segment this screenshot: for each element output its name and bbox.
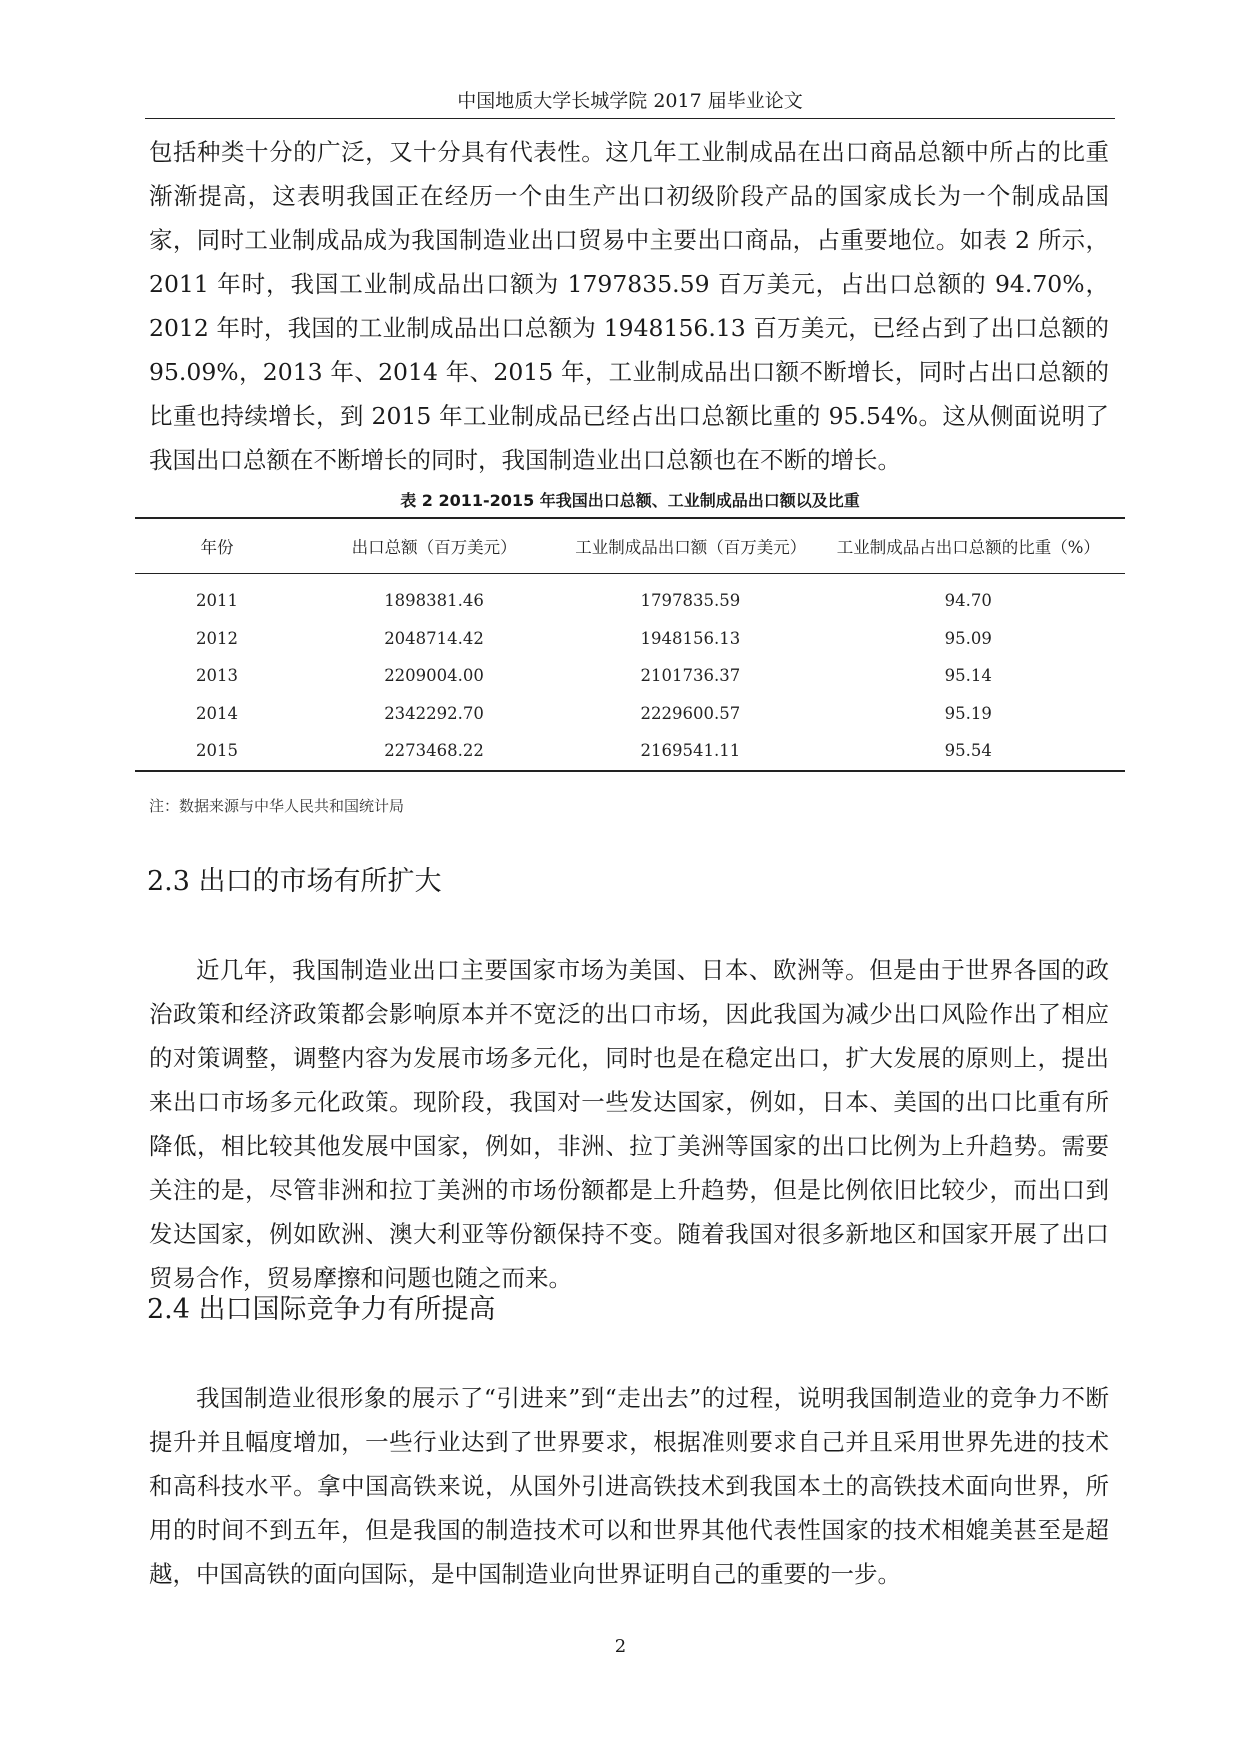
table-cell-year: 2015 xyxy=(195,741,238,761)
page-number: 2 xyxy=(614,1636,627,1657)
table-header-year: 年份 xyxy=(200,538,234,557)
table-row xyxy=(135,732,1125,771)
table-cell-total: 1898381.46 xyxy=(384,591,484,611)
table-cell-share: 94.70 xyxy=(944,591,992,611)
table-cell-manufactured: 1948156.13 xyxy=(640,628,741,648)
body-paragraph-2: 近几年，我国制造业出口主要国家市场为美国、日本、欧洲等。但是由于世界各国的政治政策和经济政策都会影响原本并不宽泛的出口市场，因此我国为减少出口风险作出了相应的对策调整，调整内容为发展市场多元化，同时也是在稳定出口，扩大发展的原则上，提出来出口市场多元化政策。现阶段，我国对一些发达国家，例如，日本、美国的出口比重有所降低，相比较其他发展中国家，例如，非洲、拉丁美洲等国家的出口比例为上升趋势。需要关注的是，尽管非洲和拉丁美洲的市场份额都是上升趋势，但是比例依旧比较少，而出口到发达国家，例如欧洲、澳大利亚等份额保持不变。随着我国对很多新地区和国家开展了出口贸易合作，贸易摩擦和问题也随之而来。 xyxy=(149,956,1109,1292)
table-cell-total: 2209004.00 xyxy=(384,666,484,686)
table-cell-manufactured: 2101736.37 xyxy=(640,666,741,686)
section-heading-2-3: 2.3 出口的市场有所扩大 xyxy=(147,866,442,897)
table-cell-year: 2013 xyxy=(195,666,238,686)
body-paragraph-1: 包括种类十分的广泛，又十分具有代表性。这几年工业制成品在出口商品总额中所占的比重渐渐提高，这表明我国正在经历一个由生产出口初级阶段产品的国家成长为一个制成品国家，同时工业制成品成为我国制造业出口贸易中主要出口商品，占重要地位。如表 2 所示，2011 年时，我国工业制成品出口额为 1797835.59 百万美元，占出口总额的 94.70%，2012 年时，我国的工业制成品出口总额为 1948156.13 百万美元，已经占到了出口总额的 95.09%，2013 年、2014 年、2015 年，工业制成品出口额不断增长，同时占出口总额的比重也持续增长，到 2015 年工业制成品已经占出口总额比重的 95.54%。这从侧面说明了我国出口总额在不断增长的同时，我国制造业出口总额也在不断的增长。 xyxy=(149,138,1109,474)
table-cell-year: 2014 xyxy=(195,703,238,723)
table-caption: 表 2 2011-2015 年我国出口总额、工业制成品出口额以及比重 xyxy=(400,491,860,510)
table-header-manufactured-exports: 工业制成品出口额（百万美元） xyxy=(575,538,807,557)
table-cell-manufactured: 1797835.59 xyxy=(640,591,741,611)
export-data-table xyxy=(135,517,1125,772)
table-header-share: 工业制成品占出口总额的比重（%） xyxy=(836,538,1100,557)
table-header-row xyxy=(135,518,1125,574)
table-cell-manufactured: 2169541.11 xyxy=(640,741,741,761)
table-cell-share: 95.19 xyxy=(944,703,992,723)
table-row xyxy=(135,657,1125,695)
table-cell-total: 2048714.42 xyxy=(384,628,484,648)
table-cell-share: 95.14 xyxy=(944,666,992,686)
table-cell-year: 2012 xyxy=(195,628,238,648)
page-header: 中国地质大学长城学院 2017 届毕业论文 xyxy=(145,84,1115,119)
table-cell-year: 2011 xyxy=(195,591,238,611)
table-cell-total: 2342292.70 xyxy=(384,703,484,723)
body-paragraph-3: 我国制造业很形象的展示了“引进来”到“走出去”的过程，说明我国制造业的竞争力不断提升并且幅度增加，一些行业达到了世界要求，根据准则要求自己并且采用世界先进的技术和高科技水平。拿中国高铁来说，从国外引进高铁技术到我国本土的高铁技术面向世界，所用的时间不到五年，但是我国的制造技术可以和世界其他代表性国家的技术相媲美甚至是超越，中国高铁的面向国际，是中国制造业向世界证明自己的重要的一步。 xyxy=(149,1384,1109,1588)
table-cell-total: 2273468.22 xyxy=(384,741,484,761)
table-cell-manufactured: 2229600.57 xyxy=(640,703,741,723)
section-heading-2-4: 2.4 出口国际竞争力有所提高 xyxy=(147,1294,496,1325)
table-cell-share: 95.54 xyxy=(944,741,992,761)
table-row xyxy=(135,695,1125,733)
table-source-note: 注：数据来源与中华人民共和国统计局 xyxy=(149,797,405,815)
table-cell-share: 95.09 xyxy=(944,628,992,648)
table-header-total-exports: 出口总额（百万美元） xyxy=(351,538,517,557)
table-row xyxy=(135,620,1125,658)
table-row xyxy=(135,574,1125,620)
